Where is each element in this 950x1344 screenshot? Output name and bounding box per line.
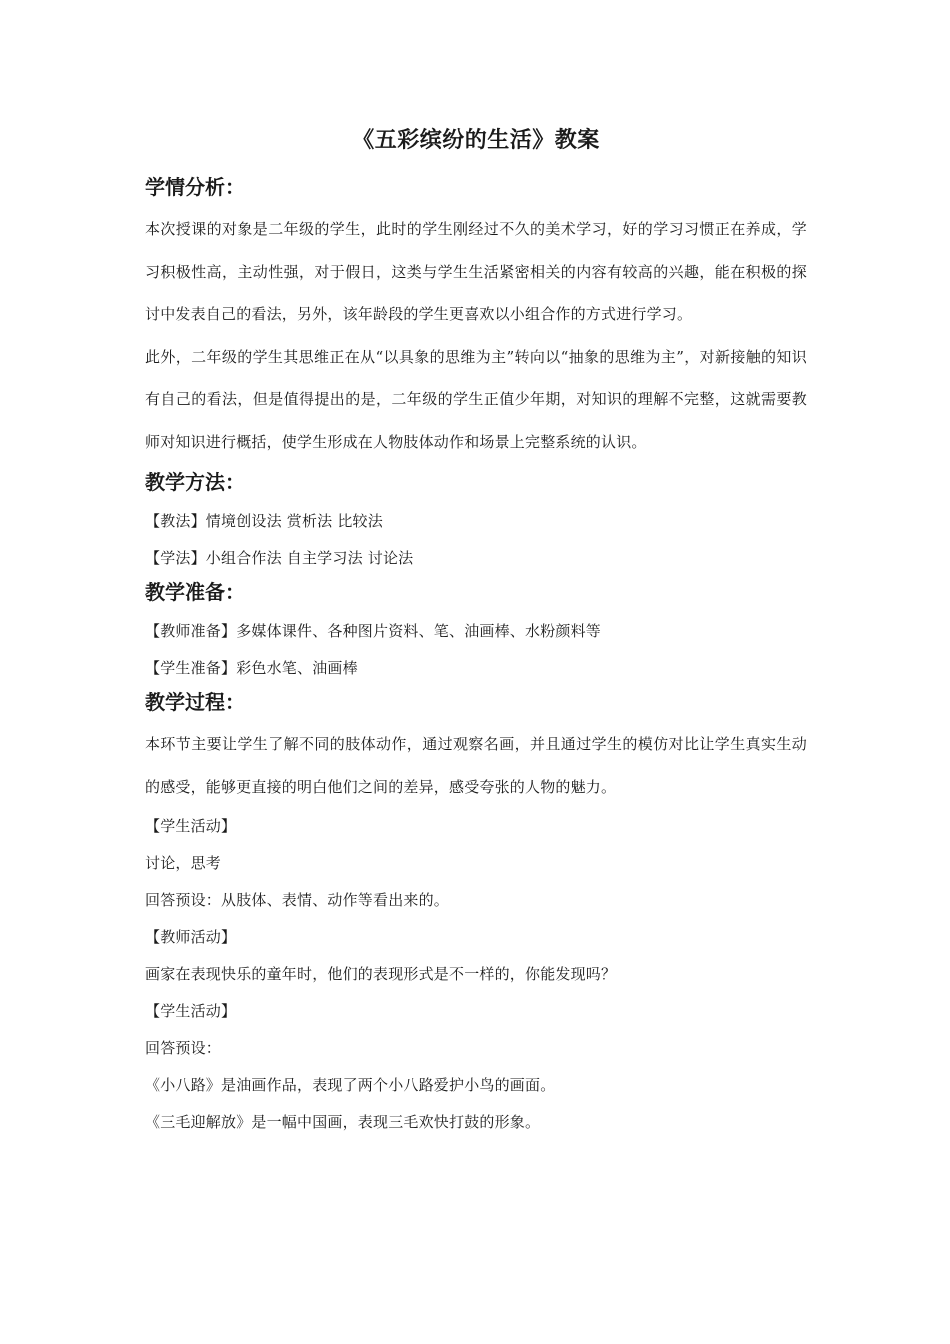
preparation-teacher: 【教师准备】多媒体课件、各种图片资料、笔、油画棒、水粉颜料等 — [145, 622, 602, 640]
process-line: 《小八路》是油画作品，表现了两个小八路爱护小鸟的画面。 — [145, 1076, 556, 1094]
process-line: 回答预设： — [145, 1039, 222, 1057]
preparation-student: 【学生准备】彩色水笔、油画棒 — [145, 659, 358, 677]
document-body — [145, 122, 807, 1141]
process-line: 画家在表现快乐的童年时，他们的表现形式是不一样的，你能发现吗？ — [145, 965, 617, 983]
process-line: 《三毛迎解放》是一幅中国画，表现三毛欢快打鼓的形象。 — [145, 1113, 541, 1131]
document-title: 《五彩缤纷的生活》教案 — [352, 127, 600, 153]
process-line: 【学生活动】 — [145, 817, 237, 835]
analysis-paragraph-2: 此外，二年级的学生其思维正在从“以具象的思维为主”转向以“抽象的思维为主”，对新接触的知识有自己的看法，但是值得提出的是，二年级的学生正值少年期，对知识的理解不完整，这就需要教师对知识进行概括，使学生形成在人物肢体动作和场景上完整系统的认识。 — [145, 347, 807, 451]
section-heading-methods: 教学方法： — [145, 470, 245, 494]
section-heading-process: 教学过程： — [145, 690, 245, 714]
process-intro: 本环节主要让学生了解不同的肢体动作，通过观察名画，并且通过学生的模仿对比让学生真实生动的感受，能够更直接的明白他们之间的差异，感受夸张的人物的魅力。 — [145, 735, 807, 796]
process-line: 讨论，思考 — [145, 854, 222, 872]
process-line: 回答预设：从肢体、表情、动作等看出来的。 — [145, 891, 450, 909]
methods-learning: 【学法】小组合作法 自主学习法 讨论法 — [145, 549, 414, 567]
section-heading-preparation: 教学准备： — [145, 580, 245, 604]
methods-teaching: 【教法】情境创设法 赏析法 比较法 — [145, 512, 383, 530]
section-heading-analysis: 学情分析： — [145, 175, 245, 199]
process-line: 【学生活动】 — [145, 1002, 237, 1020]
analysis-paragraph-1: 本次授课的对象是二年级的学生，此时的学生刚经过不久的美术学习，好的学习习惯正在养成，学习积极性高，主动性强，对于假日，这类与学生生活紧密相关的内容有较高的兴趣，能在积极的探讨中发表自己的看法，另外，该年龄段的学生更喜欢以小组合作的方式进行学习。 — [145, 220, 807, 323]
process-line: 【教师活动】 — [145, 928, 237, 946]
